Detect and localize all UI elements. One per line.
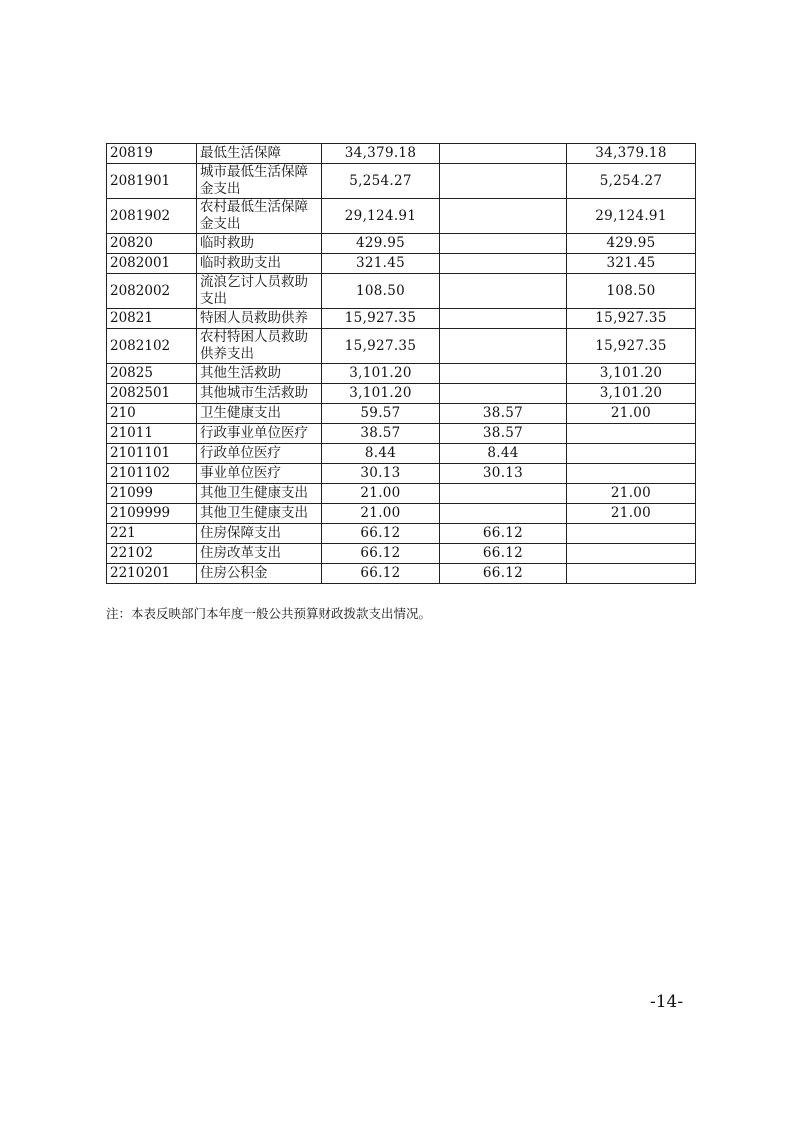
- subject-name-cell: 住房保障支出: [197, 524, 322, 544]
- project-expenditure-cell: [567, 424, 696, 444]
- subject-code-cell: 2082102: [107, 329, 197, 364]
- project-expenditure-cell: 15,927.35: [567, 309, 696, 329]
- subject-code-cell: 20825: [107, 364, 197, 384]
- basic-expenditure-cell: [440, 329, 567, 364]
- project-expenditure-cell: [567, 564, 696, 584]
- subject-code-cell: 2101102: [107, 464, 197, 484]
- subject-code-cell: 2081902: [107, 199, 197, 234]
- table-row: [107, 254, 696, 274]
- basic-expenditure-cell: 38.57: [440, 424, 567, 444]
- subject-code-cell: 21011: [107, 424, 197, 444]
- total-amount-cell: 21.00: [322, 484, 440, 504]
- subject-code-cell: 210: [107, 404, 197, 424]
- total-amount-cell: 34,379.18: [322, 144, 440, 164]
- table-row: [107, 464, 696, 484]
- subject-name-cell: 最低生活保障: [197, 144, 322, 164]
- project-expenditure-cell: 3,101.20: [567, 384, 696, 404]
- table-row: [107, 384, 696, 404]
- project-expenditure-cell: [567, 444, 696, 464]
- table-row: [107, 234, 696, 254]
- basic-expenditure-cell: [440, 234, 567, 254]
- basic-expenditure-cell: 8.44: [440, 444, 567, 464]
- total-amount-cell: 15,927.35: [322, 329, 440, 364]
- project-expenditure-cell: [567, 464, 696, 484]
- basic-expenditure-cell: [440, 164, 567, 199]
- subject-name-cell: 其他生活救助: [197, 364, 322, 384]
- subject-code-cell: 20820: [107, 234, 197, 254]
- total-amount-cell: 30.13: [322, 464, 440, 484]
- total-amount-cell: 3,101.20: [322, 384, 440, 404]
- table-row: [107, 524, 696, 544]
- total-amount-cell: 5,254.27: [322, 164, 440, 199]
- project-expenditure-cell: 21.00: [567, 504, 696, 524]
- total-amount-cell: 21.00: [322, 504, 440, 524]
- project-expenditure-cell: 29,124.91: [567, 199, 696, 234]
- project-expenditure-cell: 21.00: [567, 484, 696, 504]
- page-number: -14-: [650, 992, 684, 1012]
- basic-expenditure-cell: [440, 274, 567, 309]
- table-row: [107, 504, 696, 524]
- table-row: [107, 309, 696, 329]
- project-expenditure-cell: 321.45: [567, 254, 696, 274]
- basic-expenditure-cell: [440, 484, 567, 504]
- subject-name-cell: 行政单位医疗: [197, 444, 322, 464]
- project-expenditure-cell: 429.95: [567, 234, 696, 254]
- table-body: [107, 144, 696, 584]
- basic-expenditure-cell: 66.12: [440, 544, 567, 564]
- project-expenditure-cell: 5,254.27: [567, 164, 696, 199]
- project-expenditure-cell: 3,101.20: [567, 364, 696, 384]
- subject-name-cell: 流浪乞讨人员救助支出: [197, 274, 322, 309]
- subject-name-cell: 其他城市生活救助: [197, 384, 322, 404]
- project-expenditure-cell: 21.00: [567, 404, 696, 424]
- subject-code-cell: 21099: [107, 484, 197, 504]
- total-amount-cell: 66.12: [322, 524, 440, 544]
- subject-code-cell: 2082001: [107, 254, 197, 274]
- subject-name-cell: 农村特困人员救助供养支出: [197, 329, 322, 364]
- subject-code-cell: 2101101: [107, 444, 197, 464]
- subject-name-cell: 其他卫生健康支出: [197, 504, 322, 524]
- table-row: [107, 329, 696, 364]
- subject-name-cell: 行政事业单位医疗: [197, 424, 322, 444]
- subject-code-cell: 2109999: [107, 504, 197, 524]
- basic-expenditure-cell: [440, 309, 567, 329]
- total-amount-cell: 3,101.20: [322, 364, 440, 384]
- subject-name-cell: 临时救助: [197, 234, 322, 254]
- total-amount-cell: 429.95: [322, 234, 440, 254]
- project-expenditure-cell: 108.50: [567, 274, 696, 309]
- subject-name-cell: 城市最低生活保障金支出: [197, 164, 322, 199]
- subject-code-cell: 2082501: [107, 384, 197, 404]
- basic-expenditure-cell: [440, 199, 567, 234]
- basic-expenditure-cell: 30.13: [440, 464, 567, 484]
- basic-expenditure-cell: 38.57: [440, 404, 567, 424]
- table-row: [107, 164, 696, 199]
- table-row: [107, 544, 696, 564]
- table-row: [107, 564, 696, 584]
- subject-name-cell: 住房改革支出: [197, 544, 322, 564]
- basic-expenditure-cell: [440, 254, 567, 274]
- table-row: [107, 424, 696, 444]
- table-row: [107, 199, 696, 234]
- subject-name-cell: 事业单位医疗: [197, 464, 322, 484]
- total-amount-cell: 29,124.91: [322, 199, 440, 234]
- total-amount-cell: 108.50: [322, 274, 440, 309]
- subject-code-cell: 22102: [107, 544, 197, 564]
- total-amount-cell: 15,927.35: [322, 309, 440, 329]
- total-amount-cell: 59.57: [322, 404, 440, 424]
- subject-code-cell: 2210201: [107, 564, 197, 584]
- subject-name-cell: 其他卫生健康支出: [197, 484, 322, 504]
- basic-expenditure-cell: [440, 384, 567, 404]
- basic-expenditure-cell: 66.12: [440, 564, 567, 584]
- basic-expenditure-cell: [440, 364, 567, 384]
- subject-name-cell: 住房公积金: [197, 564, 322, 584]
- subject-code-cell: 2081901: [107, 164, 197, 199]
- basic-expenditure-cell: [440, 504, 567, 524]
- subject-name-cell: 临时救助支出: [197, 254, 322, 274]
- basic-expenditure-cell: 66.12: [440, 524, 567, 544]
- subject-name-cell: 卫生健康支出: [197, 404, 322, 424]
- subject-name-cell: 农村最低生活保障金支出: [197, 199, 322, 234]
- table-row: [107, 444, 696, 464]
- subject-code-cell: 20821: [107, 309, 197, 329]
- subject-name-cell: 特困人员救助供养: [197, 309, 322, 329]
- total-amount-cell: 8.44: [322, 444, 440, 464]
- total-amount-cell: 321.45: [322, 254, 440, 274]
- project-expenditure-cell: 34,379.18: [567, 144, 696, 164]
- table-row: [107, 144, 696, 164]
- subject-code-cell: 20819: [107, 144, 197, 164]
- table-footnote: 注：本表反映部门本年度一般公共预算财政拨款支出情况。: [106, 606, 432, 621]
- total-amount-cell: 38.57: [322, 424, 440, 444]
- project-expenditure-cell: 15,927.35: [567, 329, 696, 364]
- subject-code-cell: 221: [107, 524, 197, 544]
- total-amount-cell: 66.12: [322, 564, 440, 584]
- project-expenditure-cell: [567, 524, 696, 544]
- table-row: [107, 364, 696, 384]
- table-row: [107, 274, 696, 309]
- total-amount-cell: 66.12: [322, 544, 440, 564]
- table-row: [107, 484, 696, 504]
- table-row: [107, 404, 696, 424]
- project-expenditure-cell: [567, 544, 696, 564]
- subject-code-cell: 2082002: [107, 274, 197, 309]
- basic-expenditure-cell: [440, 144, 567, 164]
- expenditure-table: [106, 143, 696, 584]
